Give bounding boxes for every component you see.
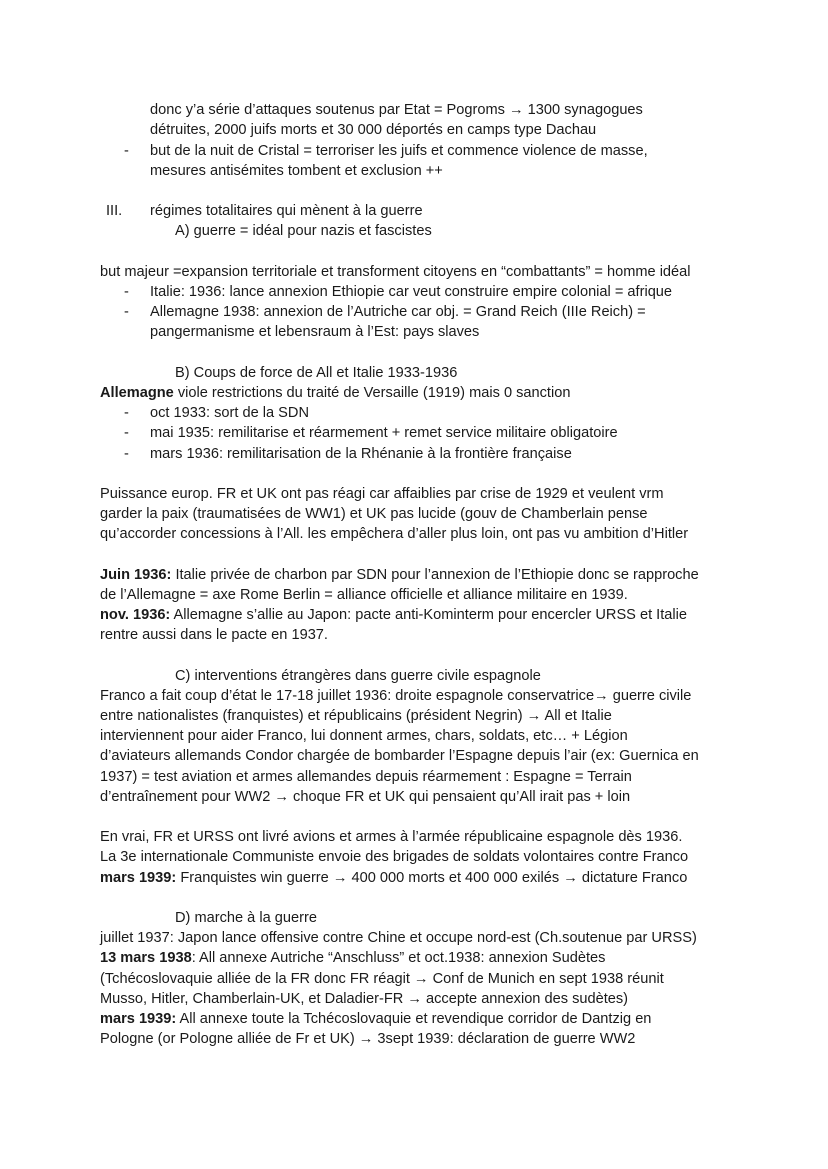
paragraph-line: but majeur =expansion territoriale et transforment citoyens en “combattants” = homme idéal bbox=[100, 264, 691, 280]
bullet-text: oct 1933: sort de la SDN bbox=[150, 405, 309, 421]
bullet-text: but de la nuit de Cristal = terroriser les juifs et commence violence de masse, bbox=[150, 143, 648, 159]
paragraph-line: entre nationalistes (franquistes) et républicains (président Negrin) → All et Italie bbox=[100, 708, 612, 724]
text-line: détruites, 2000 juifs morts et 30 000 déportés en camps type Dachau bbox=[150, 122, 597, 138]
text-run: All annexe toute la Tchécoslovaquie et revendique corridor de Dantzig en bbox=[176, 1011, 652, 1027]
text-run: : All annexe Autriche “Anschluss” et oct.1938: annexion Sudètes bbox=[191, 950, 606, 966]
bullet-text: mesures antisémites tombent et exclusion ++ bbox=[150, 163, 443, 179]
subsection-heading-a: A) guerre = idéal pour nazis et fascistes bbox=[175, 223, 432, 239]
paragraph-line: 1937) = test aviation et armes allemandes depuis réarmement : Espagne = Terrain bbox=[100, 769, 632, 785]
bullet-dash: - bbox=[124, 405, 129, 421]
subsection-heading-c: C) interventions étrangères dans guerre civile espagnole bbox=[175, 668, 541, 684]
bullet-text: mai 1935: remilitarise et réarmement + remet service militaire obligatoire bbox=[150, 425, 618, 441]
paragraph-line: (Tchécoslovaquie alliée de la FR donc FR réagit → Conf de Munich en sept 1938 réunit bbox=[100, 971, 664, 987]
paragraph-line: d’entraînement pour WW2 → choque FR et UK qui pensaient qu’All irait pas + loin bbox=[100, 789, 631, 805]
text-line: donc y’a série d’attaques soutenus par Etat = Pogroms → 1300 synagogues bbox=[150, 102, 643, 118]
paragraph-line bbox=[100, 383, 570, 403]
text-run: Franquistes win guerre → 400 000 morts et 400 000 exilés → dictature Franco bbox=[176, 870, 688, 886]
bold-date: 13 mars 1938 bbox=[100, 950, 192, 966]
bullet-dash: - bbox=[124, 446, 129, 462]
paragraph-line: de l’Allemagne = axe Rome Berlin = alliance officielle et alliance militaire en 1939. bbox=[100, 587, 628, 603]
bold-term: Allemagne bbox=[100, 385, 174, 401]
paragraph-line: juillet 1937: Japon lance offensive contre Chine et occupe nord-est (Ch.soutenue par URSS) bbox=[100, 930, 697, 946]
text-run: viole restrictions du traité de Versaille (1919) mais 0 sanction bbox=[173, 385, 571, 401]
paragraph-line: garder la paix (traumatisées de WW1) et UK pas lucide (gouv de Chamberlain pense bbox=[100, 506, 648, 522]
bullet-text: Italie: 1936: lance annexion Ethiopie car veut construire empire colonial = afrique bbox=[150, 284, 673, 300]
paragraph-line: interviennent pour aider Franco, lui donnent armes, chars, soldats, etc… + Légion bbox=[100, 728, 628, 744]
bullet-dash: - bbox=[124, 304, 129, 320]
text-run: Italie privée de charbon par SDN pour l’annexion de l’Ethiopie donc se rapproche bbox=[171, 567, 699, 583]
bullet-dash: - bbox=[124, 425, 129, 441]
paragraph-line: Pologne (or Pologne alliée de Fr et UK) → 3sept 1939: déclaration de guerre WW2 bbox=[100, 1031, 636, 1047]
paragraph-line bbox=[100, 948, 605, 968]
bold-date: mars 1939: bbox=[100, 870, 177, 886]
paragraph-line bbox=[100, 565, 699, 585]
paragraph-line: qu’accorder concessions à l’All. les empêchera d’aller plus loin, ont pas vu ambition d’Hitler bbox=[100, 526, 689, 542]
paragraph-line bbox=[100, 868, 687, 888]
paragraph-line: La 3e internationale Communiste envoie des brigades de soldats volontaires contre Franco bbox=[100, 849, 689, 865]
bold-date: Juin 1936: bbox=[100, 567, 172, 583]
subsection-heading-b: B) Coups de force de All et Italie 1933-1936 bbox=[175, 365, 458, 381]
paragraph-line: Musso, Hitler, Chamberlain-UK, et Daladier-FR → accepte annexion des sudètes) bbox=[100, 991, 629, 1007]
bold-date: nov. 1936: bbox=[100, 607, 171, 623]
paragraph-line bbox=[100, 605, 687, 625]
bullet-text: Allemagne 1938: annexion de l’Autriche car obj. = Grand Reich (IIIe Reich) = bbox=[150, 304, 646, 320]
paragraph-line: En vrai, FR et URSS ont livré avions et armes à l’armée républicaine espagnole dès 1936. bbox=[100, 829, 683, 845]
subsection-heading-d: D) marche à la guerre bbox=[175, 910, 317, 926]
section-title: régimes totalitaires qui mènent à la guerre bbox=[150, 203, 423, 219]
section-numeral: III. bbox=[106, 203, 123, 219]
text-run: Allemagne s’allie au Japon: pacte anti-Kominterm pour encercler URSS et Italie bbox=[170, 607, 688, 623]
paragraph-line: rentre aussi dans le pacte en 1937. bbox=[100, 627, 328, 643]
bullet-text: mars 1936: remilitarisation de la Rhénanie à la frontière française bbox=[150, 446, 572, 462]
bold-date: mars 1939: bbox=[100, 1011, 177, 1027]
paragraph-line: Franco a fait coup d’état le 17-18 juillet 1936: droite espagnole conservatrice→ guerre civile bbox=[100, 688, 692, 704]
bullet-text: pangermanisme et lebensraum à l’Est: pays slaves bbox=[150, 324, 480, 340]
paragraph-line: d’aviateurs allemands Condor chargée de bombarder l’Espagne depuis l’air (ex: Guernica en bbox=[100, 748, 699, 764]
paragraph-line: Puissance europ. FR et UK ont pas réagi car affaiblies par crise de 1929 et veulent vrm bbox=[100, 486, 664, 502]
bullet-dash: - bbox=[124, 143, 129, 159]
bullet-dash: - bbox=[124, 284, 129, 300]
paragraph-line bbox=[100, 1009, 651, 1029]
